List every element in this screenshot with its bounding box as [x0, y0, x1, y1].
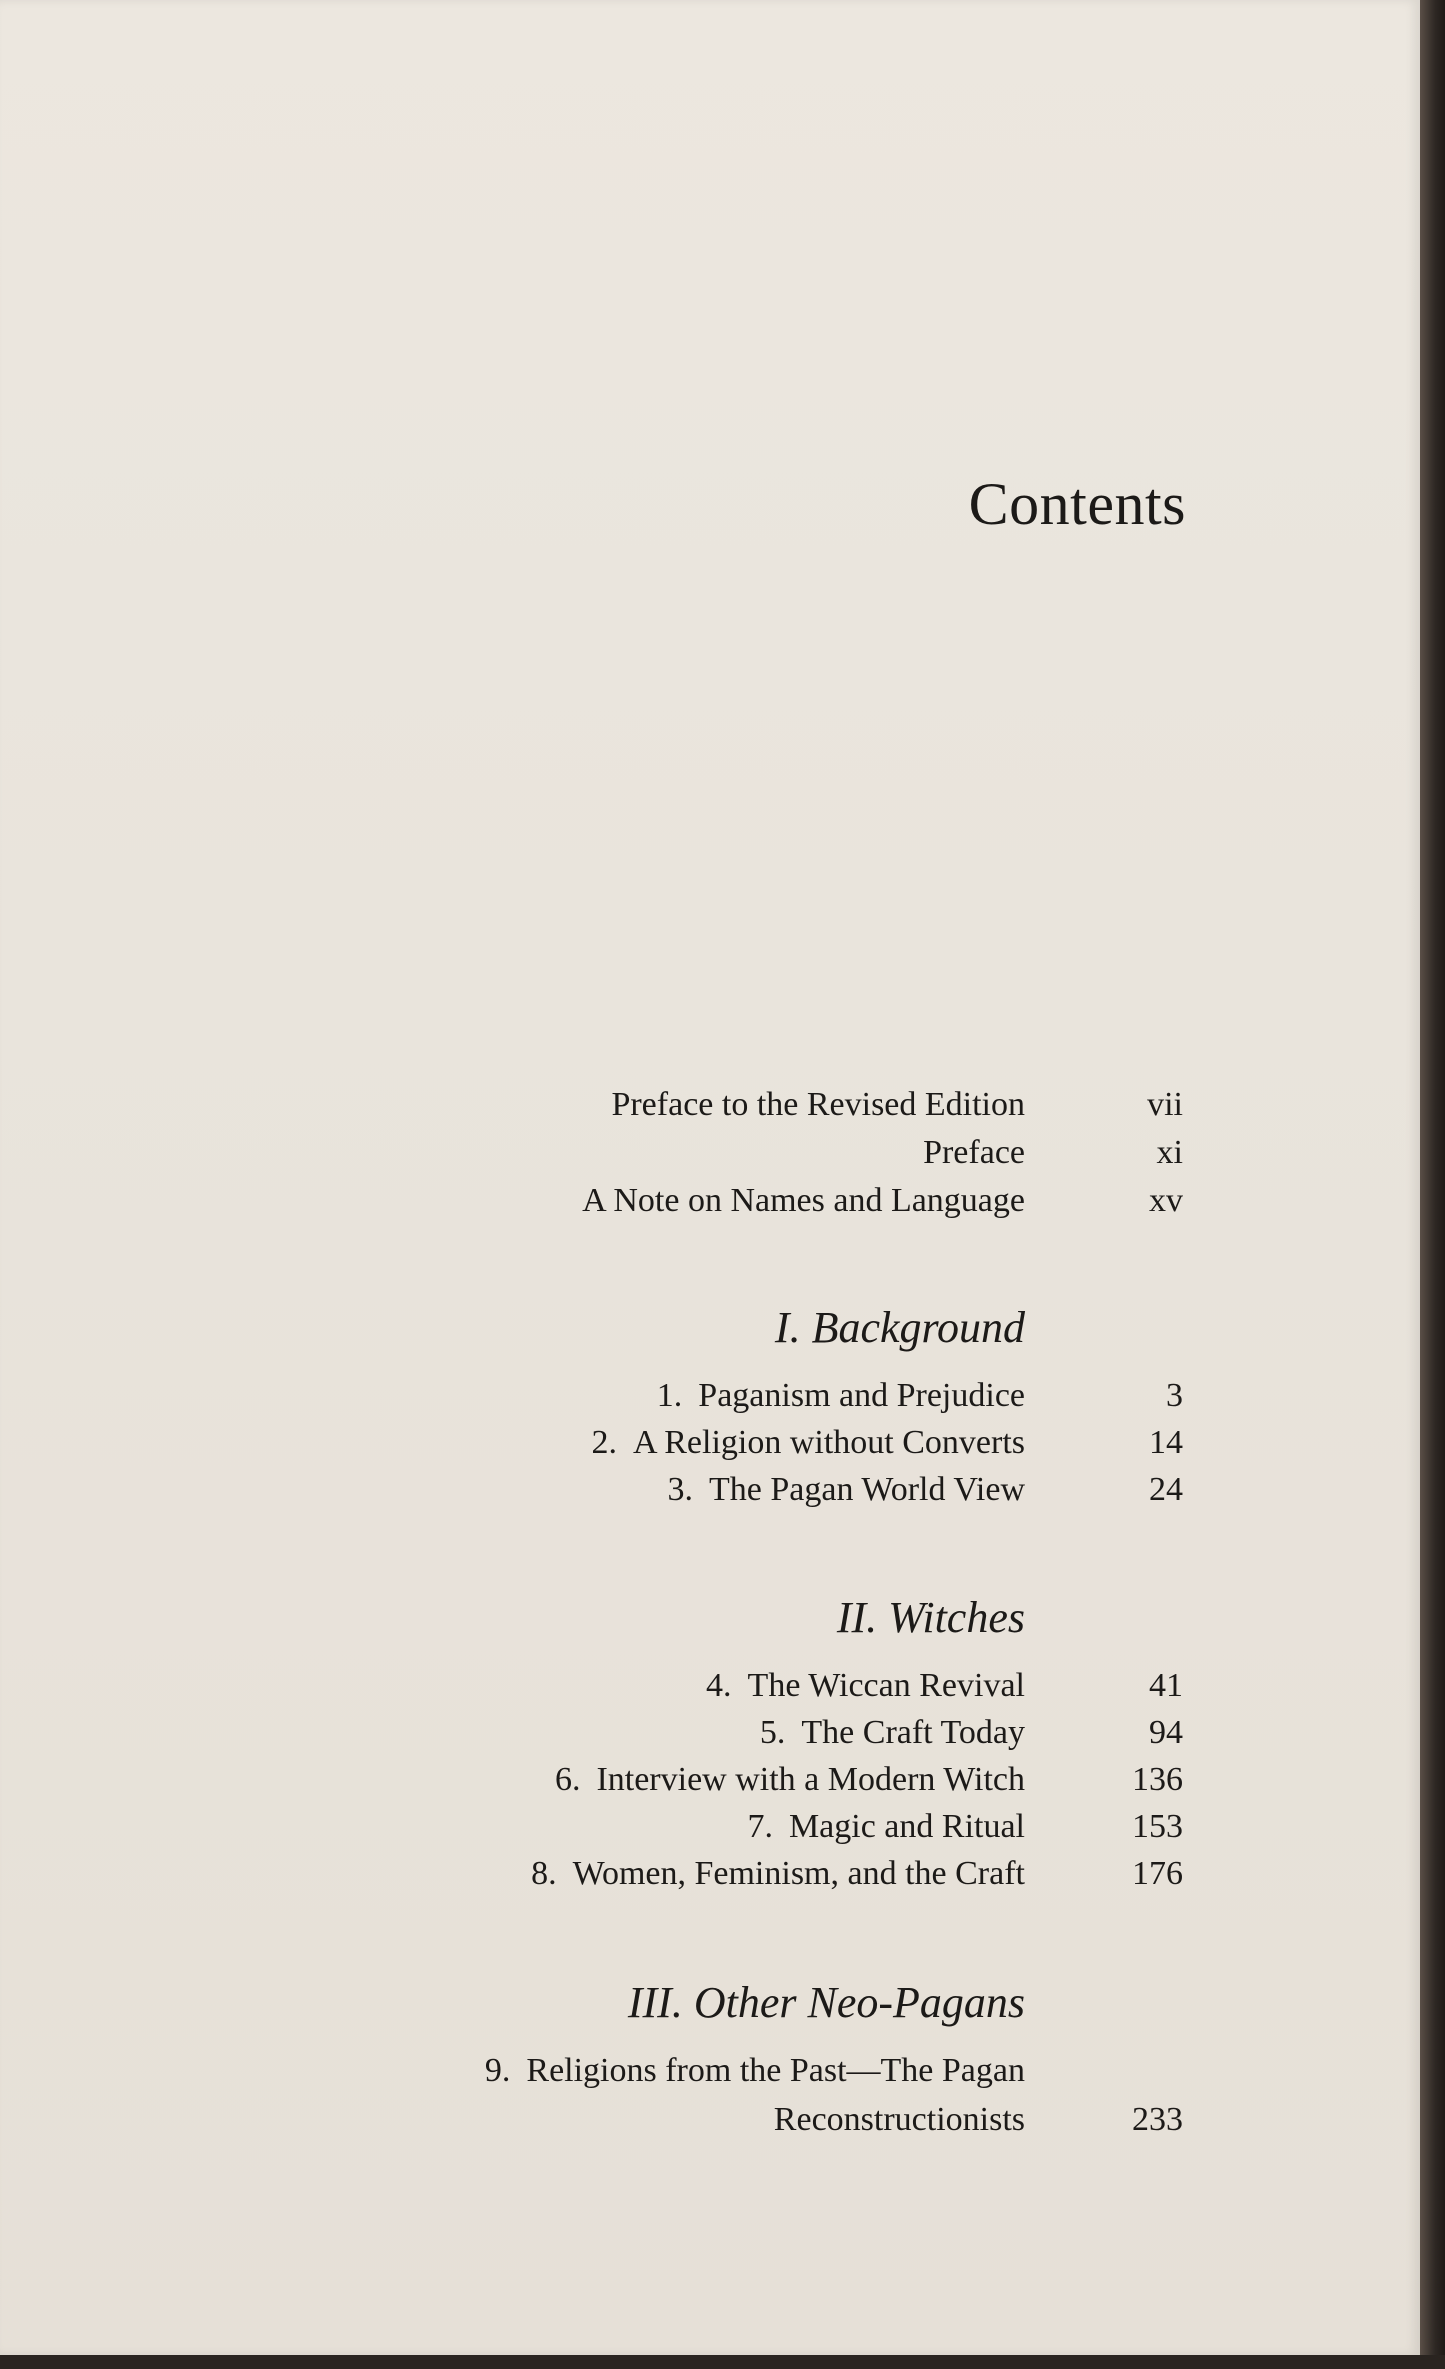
toc-chapter: [0, 1373, 1420, 1419]
chapter-number: 1.: [656, 1377, 683, 1414]
toc-chapter-title: [760, 1710, 1025, 1756]
toc-chapter-page: 153: [1132, 1808, 1183, 1845]
toc-chapter-title: [555, 1757, 1025, 1803]
toc-chapter-page: 3: [1166, 1377, 1183, 1414]
chapter-number: 6.: [554, 1761, 581, 1798]
toc-entry: [0, 1082, 1420, 1128]
chapter-number: 7.: [747, 1808, 773, 1845]
toc-chapter: [0, 1851, 1420, 1897]
toc-chapter-title: [485, 2048, 1025, 2094]
toc-chapter-page: 94: [1149, 1714, 1183, 1751]
toc-chapter-page: 233: [1132, 2101, 1183, 2138]
page-edge-shadow: [1420, 0, 1445, 2369]
toc-chapter-page: 24: [1149, 1471, 1183, 1508]
toc-chapter-title: [531, 1851, 1025, 1897]
toc-chapter: [0, 1757, 1420, 1803]
chapter-number: 3.: [667, 1471, 694, 1508]
toc-chapter: [0, 1420, 1420, 1466]
chapter-number: 2.: [591, 1424, 618, 1461]
toc-entry: [0, 1130, 1420, 1176]
toc-chapter-title: [706, 1663, 1025, 1709]
chapter-number: 4.: [706, 1667, 732, 1704]
toc-chapter-page: 136: [1132, 1761, 1183, 1798]
chapter-title: Paganism and Prejudice: [698, 1377, 1025, 1414]
toc-entry-title: A Note on Names and Language: [582, 1182, 1025, 1219]
chapter-number: 9.: [484, 2052, 511, 2089]
toc-chapter-title: [592, 1420, 1025, 1466]
part-heading: I. Background: [774, 1303, 1025, 1352]
toc-chapter-page: 14: [1149, 1424, 1183, 1461]
chapter-title: The Wiccan Revival: [747, 1667, 1025, 1704]
chapter-title: Women, Feminism, and the Craft: [572, 1855, 1025, 1892]
toc-chapter-title: [747, 1804, 1025, 1850]
toc-entry: [0, 1178, 1420, 1224]
toc-chapter-title: [657, 1373, 1025, 1419]
toc-chapter-title: [668, 1467, 1025, 1513]
chapter-title: The Craft Today: [801, 1714, 1025, 1751]
chapter-number: 5.: [759, 1714, 786, 1751]
toc-entry-page: vii: [1147, 1086, 1183, 1123]
toc-chapter-page: 41: [1149, 1667, 1183, 1704]
part-heading: III. Other Neo-Pagans: [627, 1978, 1025, 2027]
toc-chapter: [0, 1710, 1420, 1756]
toc-chapter-page: 176: [1132, 1855, 1183, 1892]
chapter-title: A Religion without Converts: [633, 1424, 1025, 1461]
chapter-title: Religions from the Past—The Pagan: [526, 2052, 1025, 2089]
toc-chapter-continuation: [0, 2097, 1420, 2143]
toc-entry-title: Preface to the Revised Edition: [611, 1086, 1025, 1123]
toc-chapter: [0, 2048, 1420, 2094]
chapter-title: The Pagan World View: [709, 1471, 1025, 1508]
toc-entry-page: xi: [1156, 1134, 1183, 1171]
toc-chapter: [0, 1663, 1420, 1709]
chapter-title: Interview with a Modern Witch: [596, 1761, 1025, 1798]
part-heading: II. Witches: [836, 1593, 1025, 1642]
toc-chapter: [0, 1467, 1420, 1513]
page-bottom-edge: [0, 2355, 1445, 2369]
chapter-title: Magic and Ritual: [788, 1808, 1025, 1845]
page-title: Contents: [968, 471, 1186, 537]
toc-entry-title: Preface: [923, 1134, 1025, 1171]
chapter-title-continued: Reconstructionists: [773, 2101, 1025, 2138]
toc-entry-page: xv: [1149, 1182, 1183, 1219]
toc-chapter: [0, 1804, 1420, 1850]
chapter-number: 8.: [531, 1855, 557, 1892]
